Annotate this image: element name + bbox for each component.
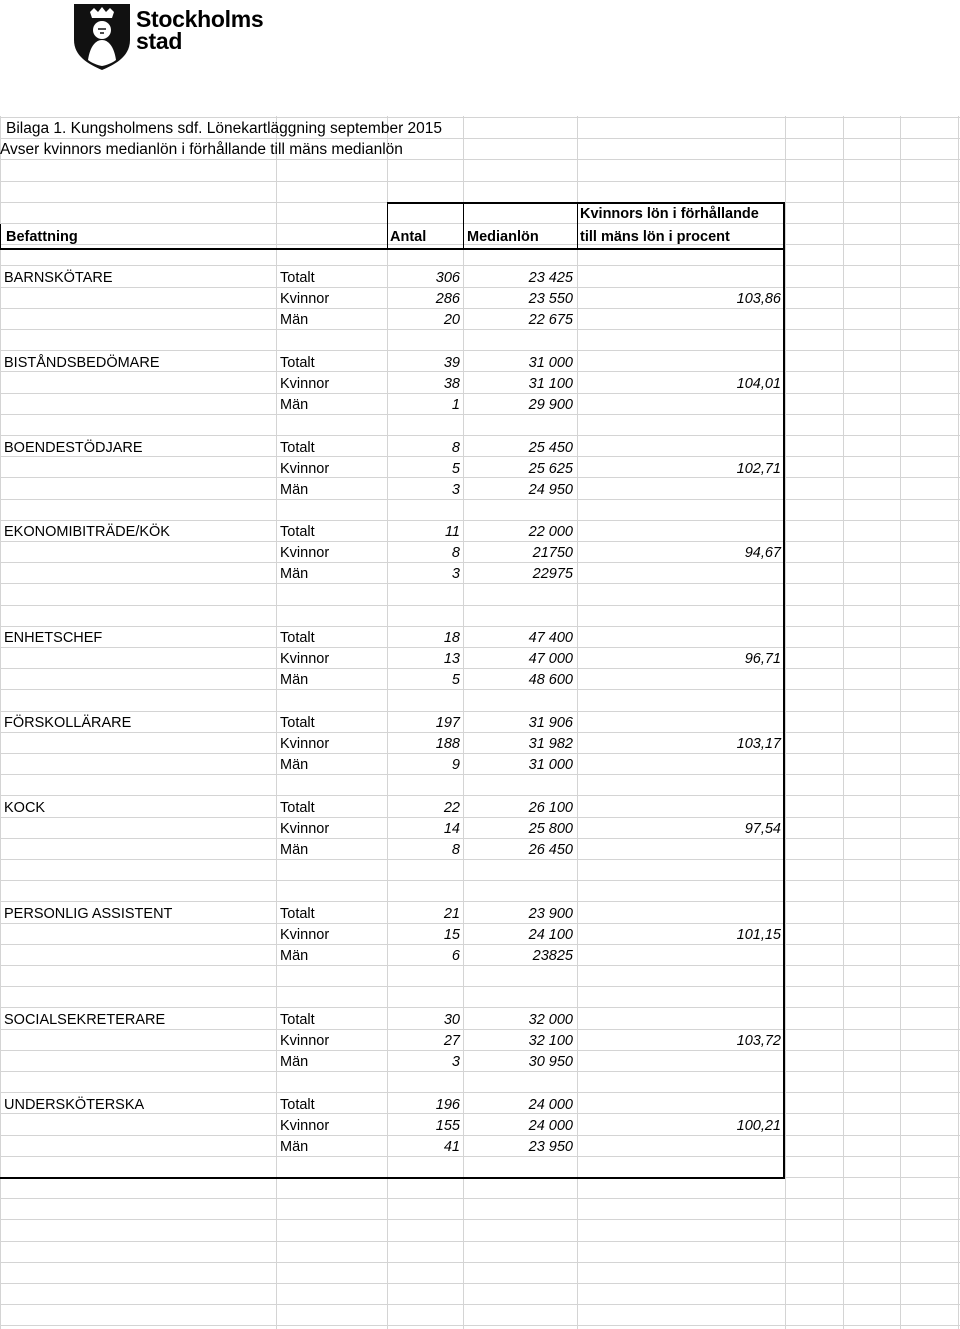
gridline-horizontal [0, 1325, 960, 1326]
row-label: Män [280, 948, 309, 964]
row-label: Kvinnor [280, 821, 330, 837]
header-befattning: Befattning [6, 229, 78, 245]
gridline-horizontal [0, 795, 960, 796]
row-label: Totalt [280, 524, 315, 540]
median-value: 24 950 [528, 482, 573, 498]
header-antal: Antal [390, 229, 427, 245]
group-name: SOCIALSEKRETERARE [4, 1012, 166, 1028]
gridline-horizontal [0, 223, 960, 224]
gridline-horizontal [0, 605, 960, 606]
row-label: Män [280, 566, 309, 582]
antal-value: 27 [443, 1033, 460, 1049]
gridline-horizontal [0, 265, 960, 266]
row-label: Kvinnor [280, 461, 330, 477]
antal-value: 5 [451, 672, 460, 688]
antal-value: 22 [443, 800, 460, 816]
antal-value: 21 [443, 906, 460, 922]
table-border [783, 202, 785, 1179]
row-label: Totalt [280, 1097, 315, 1113]
row-label: Män [280, 1054, 309, 1070]
gridline-vertical [0, 116, 1, 1329]
gridline-horizontal [0, 880, 960, 881]
row-label: Män [280, 312, 309, 328]
gridline-vertical [843, 116, 844, 1329]
row-label: Totalt [280, 630, 315, 646]
antal-value: 13 [443, 651, 460, 667]
group-name: FÖRSKOLLÄRARE [4, 715, 132, 731]
median-value: 24 000 [528, 1118, 573, 1134]
crest-icon [72, 2, 132, 72]
gridline-horizontal [0, 1219, 960, 1220]
median-value: 30 950 [528, 1054, 573, 1070]
row-label: Män [280, 397, 309, 413]
table-border [0, 248, 785, 250]
gridline-vertical [958, 116, 959, 1329]
row-label: Kvinnor [280, 927, 330, 943]
ratio-value: 94,67 [744, 545, 781, 561]
gridline-horizontal [0, 1283, 960, 1284]
antal-value: 1 [451, 397, 460, 413]
antal-value: 15 [443, 927, 460, 943]
ratio-value: 104,01 [736, 376, 781, 392]
row-label: Kvinnor [280, 1118, 330, 1134]
antal-value: 38 [443, 376, 460, 392]
antal-value: 3 [451, 482, 460, 498]
antal-value: 8 [451, 842, 460, 858]
median-value: 22 000 [528, 524, 573, 540]
median-value: 25 625 [528, 461, 573, 477]
antal-value: 8 [451, 545, 460, 561]
row-label: Kvinnor [280, 545, 330, 561]
median-value: 47 400 [528, 630, 573, 646]
gridline-vertical [785, 116, 786, 1329]
median-value: 24 000 [528, 1097, 573, 1113]
antal-value: 5 [451, 461, 460, 477]
group-name: ENHETSCHEF [4, 630, 103, 646]
group-name: KOCK [4, 800, 46, 816]
gridline-horizontal [0, 1304, 960, 1305]
row-label: Totalt [280, 1012, 315, 1028]
gridline-horizontal [0, 138, 960, 139]
gridline-horizontal [0, 1241, 960, 1242]
table-border [463, 202, 464, 250]
gridline-horizontal [0, 986, 960, 987]
gridline-horizontal [0, 626, 960, 627]
row-label: Män [280, 1139, 309, 1155]
table-border [0, 1177, 785, 1179]
gridline-horizontal [0, 181, 960, 182]
median-value: 47 000 [528, 651, 573, 667]
median-value: 23 425 [528, 270, 573, 286]
gridline-horizontal [0, 1007, 960, 1008]
antal-value: 286 [435, 291, 460, 307]
gridline-horizontal [0, 1198, 960, 1199]
row-label: Kvinnor [280, 291, 330, 307]
logo-text [136, 8, 263, 52]
row-label: Totalt [280, 800, 315, 816]
median-value: 48 600 [528, 672, 573, 688]
median-value: 32 000 [528, 1012, 573, 1028]
antal-value: 30 [443, 1012, 460, 1028]
row-label: Totalt [280, 355, 315, 371]
group-name: BARNSKÖTARE [4, 270, 113, 286]
antal-value: 8 [451, 440, 460, 456]
table-border [0, 224, 1, 250]
gridline-horizontal [0, 159, 960, 160]
gridline-vertical [276, 116, 277, 1329]
median-value: 31 982 [528, 736, 573, 752]
median-value: 26 450 [528, 842, 573, 858]
gridline-horizontal [0, 711, 960, 712]
antal-value: 9 [451, 757, 460, 773]
ratio-value: 100,21 [736, 1118, 781, 1134]
stockholms-stad-logo [72, 2, 282, 72]
antal-value: 20 [443, 312, 460, 328]
header-medianlon: Medianlön [467, 229, 539, 245]
group-name: BOENDESTÖDJARE [4, 440, 143, 456]
antal-value: 3 [451, 1054, 460, 1070]
group-name: UNDERSKÖTERSKA [4, 1097, 145, 1113]
antal-value: 18 [443, 630, 460, 646]
page-subtitle: Avser kvinnors medianlön i förhållande till mäns medianlön [0, 141, 403, 158]
ratio-value: 101,15 [736, 927, 781, 943]
antal-value: 3 [451, 566, 460, 582]
gridline-vertical [900, 116, 901, 1329]
row-label: Totalt [280, 715, 315, 731]
row-label: Män [280, 842, 309, 858]
ratio-value: 96,71 [744, 651, 781, 667]
antal-value: 39 [443, 355, 460, 371]
median-value: 21750 [532, 545, 573, 561]
antal-value: 6 [451, 948, 460, 964]
median-value: 22 675 [528, 312, 573, 328]
antal-value: 14 [443, 821, 460, 837]
header-ratio-line-2: till mäns lön i procent [580, 229, 730, 245]
median-value: 23 900 [528, 906, 573, 922]
ratio-value: 103,86 [736, 291, 781, 307]
gridline-horizontal [0, 1092, 960, 1093]
median-value: 23825 [532, 948, 573, 964]
antal-value: 155 [435, 1118, 460, 1134]
antal-value: 197 [435, 715, 460, 731]
gridline-horizontal [0, 520, 960, 521]
gridline-horizontal [0, 350, 960, 351]
median-value: 32 100 [528, 1033, 573, 1049]
gridline-horizontal [0, 1262, 960, 1263]
row-label: Män [280, 482, 309, 498]
median-value: 23 550 [528, 291, 573, 307]
median-value: 31 000 [528, 355, 573, 371]
header-ratio-line-1: Kvinnors lön i förhållande [580, 206, 759, 222]
row-label: Kvinnor [280, 651, 330, 667]
median-value: 31 906 [528, 715, 573, 731]
logo-line-2: stad [136, 28, 183, 54]
median-value: 25 450 [528, 440, 573, 456]
row-label: Män [280, 672, 309, 688]
ratio-value: 97,54 [744, 821, 781, 837]
group-name: BISTÅNDSBEDÖMARE [4, 355, 160, 371]
row-label: Kvinnor [280, 736, 330, 752]
median-value: 23 950 [528, 1139, 573, 1155]
median-value: 31 100 [528, 376, 573, 392]
logo-line-1: Stockholms [136, 6, 264, 32]
gridline-vertical [577, 116, 578, 1329]
median-value: 22975 [532, 566, 573, 582]
antal-value: 41 [443, 1139, 460, 1155]
gridline-horizontal [0, 435, 960, 436]
ratio-value: 103,72 [736, 1033, 781, 1049]
row-label: Totalt [280, 270, 315, 286]
antal-value: 188 [435, 736, 460, 752]
ratio-value: 103,17 [736, 736, 781, 752]
antal-value: 11 [444, 524, 460, 540]
page-title: Bilaga 1. Kungsholmens sdf. Lönekartläggning september 2015 [6, 120, 443, 137]
row-label: Totalt [280, 440, 315, 456]
median-value: 24 100 [528, 927, 573, 943]
median-value: 29 900 [528, 397, 573, 413]
table-border [577, 202, 578, 250]
row-label: Kvinnor [280, 1033, 330, 1049]
row-label: Totalt [280, 906, 315, 922]
group-name: EKONOMIBITRÄDE/KÖK [4, 524, 170, 540]
group-name: PERSONLIG ASSISTENT [4, 906, 173, 922]
antal-value: 306 [435, 270, 460, 286]
median-value: 25 800 [528, 821, 573, 837]
table-border [387, 202, 388, 250]
gridline-horizontal [0, 901, 960, 902]
ratio-value: 102,71 [736, 461, 781, 477]
median-value: 31 000 [528, 757, 573, 773]
antal-value: 196 [435, 1097, 460, 1113]
row-label: Män [280, 757, 309, 773]
row-label: Kvinnor [280, 376, 330, 392]
median-value: 26 100 [528, 800, 573, 816]
gridline-horizontal [0, 117, 960, 118]
